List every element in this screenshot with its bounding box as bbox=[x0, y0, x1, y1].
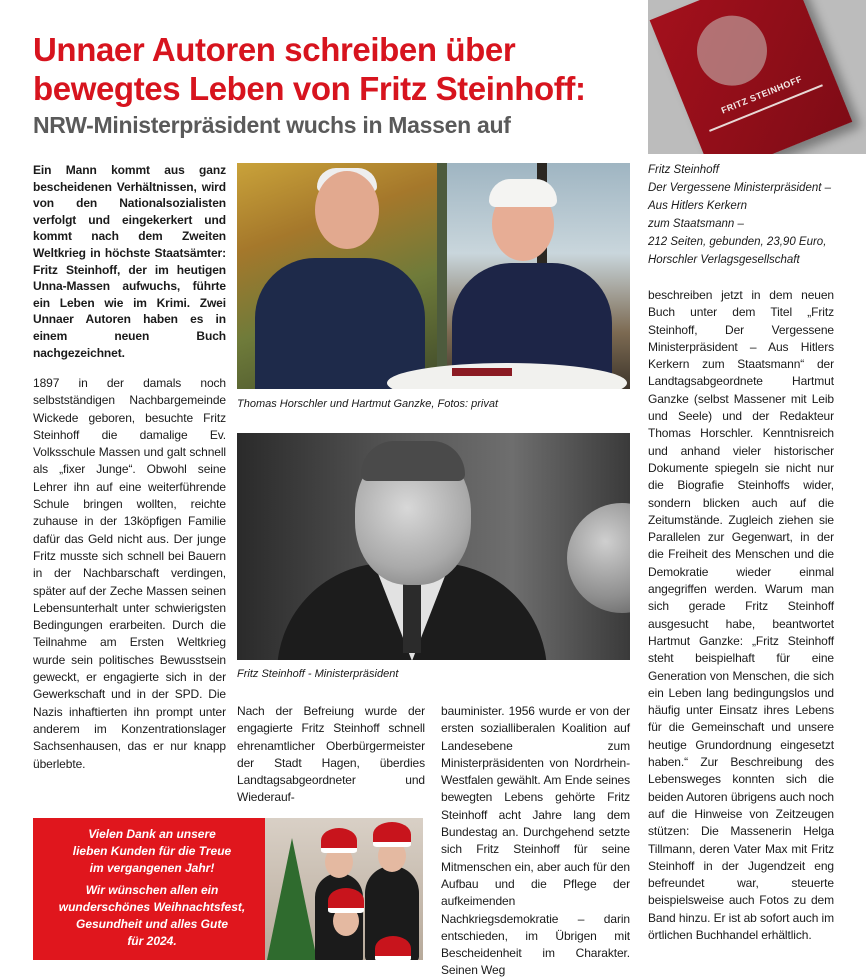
book-cover-title: FRITZ STEINHOFF bbox=[719, 73, 804, 116]
book-info bbox=[648, 161, 858, 269]
photo-book bbox=[452, 368, 512, 376]
ad-line-5: wunderschönes Weihnachtsfest, bbox=[58, 900, 246, 914]
headline bbox=[33, 30, 653, 108]
ad-line-2: lieben Kunden für die Treue bbox=[72, 844, 232, 858]
book-cover-image bbox=[648, 0, 866, 154]
book-info-subtitle-1: Aus Hitlers Kerkern bbox=[648, 200, 748, 212]
santa-hat-icon bbox=[321, 828, 357, 853]
article-column-4: beschreiben jetzt in dem neuen Buch unter dem Titel „Fritz Steinhoff, Der Vergessene Ministerpräsident – Aus Hitlers Kerkern zum Staatsmann“ der Landtagsabgeordnete Hartmut Ganzke (selbst Massener mit Leib und Seele) und der Redakteur Thomas Horschler. Kenntnisreich und anhand vieler historischer Dokumente spiegeln sie nicht nur die Biografie Steinhoffs wider, sondern blicken auch auf die Zeitumstände. Zugleich ziehen sie Parallelen zur Gegenwart, in der die Freiheit des Menschen und die Demokratie wieder einmal angegriffen werden. Warum man sich gerade Fritz Steinhoff ausgesucht habe, beantwortet Hartmut Ganzke: „Fritz Steinhoff steht beispielhaft für eine Generation von Menschen, die sich ein Leben lang bedingungslos und häufig unter Einsatz ihres Lebens für die Gemeinschaft und unsere heutige Grundordnung eingesetzt haben.“ Zur Beschreibung des Lebensweges konnten sich die beiden Autoren übrigens auch noch auf die Hinweise von Zeitzeugen stützen: Die Massenerin Helga Tillmann, deren Vater Max mit Fritz Steinhoff in der Jugendzeit eng befreundet war, steuerte beispielsweise auch Fotos zu dem Band hinzu. Er ist ab sofort auch im örtlichen Buchhandel erhältlich. bbox=[648, 288, 834, 942]
person-left bbox=[255, 258, 425, 389]
person-left-face bbox=[315, 171, 379, 249]
globe-icon bbox=[567, 503, 630, 613]
book-info-details: 212 Seiten, gebunden, 23,90 Euro, bbox=[648, 236, 827, 248]
article-lead: Ein Mann kommt aus ganz bescheidenen Verhältnissen, wird von den Nationalsozialisten verfolgt und eingekerkert und kommt nach dem Zweiten Weltkrieg in höchste Staatsämter: Fritz Steinhoff, der im heutigen Unna-Massen aufwuchs, führte ein Leben wie im Krimi. Zwei Unnaer Autoren haben es in einem neuen Buch nachgezeichnet. bbox=[33, 163, 226, 360]
christmas-tree-icon bbox=[267, 838, 317, 960]
subheadline: NRW-Ministerpräsident wuchs in Massen auf bbox=[33, 112, 511, 138]
ad-line-4: Wir wünschen allen ein bbox=[85, 883, 219, 897]
book-info-publisher: Horschler Verlagsgesellschaft bbox=[648, 254, 800, 266]
ad-line-1: Vielen Dank an unsere bbox=[88, 827, 216, 841]
ad-text bbox=[39, 826, 265, 950]
ad-line-7: für 2024. bbox=[127, 934, 177, 948]
portrait-hair bbox=[361, 441, 465, 481]
book-info-subtitle-2: zum Staatsmann – bbox=[648, 218, 744, 230]
caption-photo-portrait: Fritz Steinhoff - Ministerpräsident bbox=[237, 668, 399, 680]
portrait-silhouette-icon bbox=[686, 5, 777, 96]
photo-authors bbox=[237, 163, 630, 389]
santa-hat-icon bbox=[375, 936, 411, 960]
photo-steinhoff-portrait bbox=[237, 433, 630, 660]
person-right-hair bbox=[489, 179, 557, 207]
headline-line-1: Unnaer Autoren schreiben über bbox=[33, 31, 516, 68]
article-column-1: 1897 in der damals noch selbstständigen Nachbargemeinde Wickede geboren, besuchte Fritz Steinhoff die damalige Ev. Volksschule Massen und galt schnell als „fixer Junge“. Obwohl seine Lehrer ihn auf eine weiterführende Schule bringen wollten, reichte zuhause in der 13köpfigen Familie dafür das Geld nicht aus. Der junge Fritz musste sich schnell bei Bauern in der Nachbarschaft verdingen, später auf der Zeche Massen seinen Lebensunterhalt unter schwierigsten Bedingungen erarbeiten. Durch die Teilnahme am Ersten Weltkrieg wurde sein politisches Bewusstsein geweckt, er engagierte sich in der Gewerkschaft und in der SPD. Die Nazis inhaftierten ihn prompt unter anderem im Konzentrationslager Sachsenhausen, das er nur knapp überlebte. bbox=[33, 376, 226, 771]
caption-photo-authors: Thomas Horschler und Hartmut Ganzke, Fotos: privat bbox=[237, 398, 499, 410]
book-info-title: Der Vergessene Ministerpräsident – bbox=[648, 182, 832, 194]
ad-line-6: Gesundheit und alles Gute bbox=[75, 917, 229, 931]
headline-line-2: bewegtes Leben von Fritz Steinhoff: bbox=[33, 70, 586, 107]
christmas-advertisement bbox=[33, 818, 423, 960]
book-icon bbox=[650, 0, 853, 154]
santa-hat-icon bbox=[373, 822, 411, 847]
santa-hat-icon bbox=[328, 888, 364, 913]
article-column-3: bauminister. 1956 wurde er von der ersten sozialliberalen Koalition auf Landesebene zum Ministerpräsidenten von Nordrhein-Westfalen gewählt. Am Ende seines bewegten Lebens gehörte Fritz Steinhoff acht Jahre lang dem Bundestag an. Durchgehend setzte sich Fritz Steinhoff für seine Mitmenschen ein, aber auch für den Aufbau und die Pflege der aufkeimenden Nachkriegsdemokratie – darin entschieden, im Übrigen mit Bescheidenheit im Charakter. Seinen Weg bbox=[441, 704, 630, 978]
portrait-tie bbox=[403, 583, 421, 653]
ad-photo bbox=[265, 818, 423, 960]
article-column-2: Nach der Befreiung wurde der engagierte Fritz Steinhoff schnell ehrenamtlicher Oberbürgermeister der Stadt Hagen, überdies Landtagsabgeordneter und Wiederauf- bbox=[237, 704, 425, 805]
book-info-author: Fritz Steinhoff bbox=[648, 164, 719, 176]
ad-line-3: im vergangenen Jahr! bbox=[89, 861, 215, 875]
